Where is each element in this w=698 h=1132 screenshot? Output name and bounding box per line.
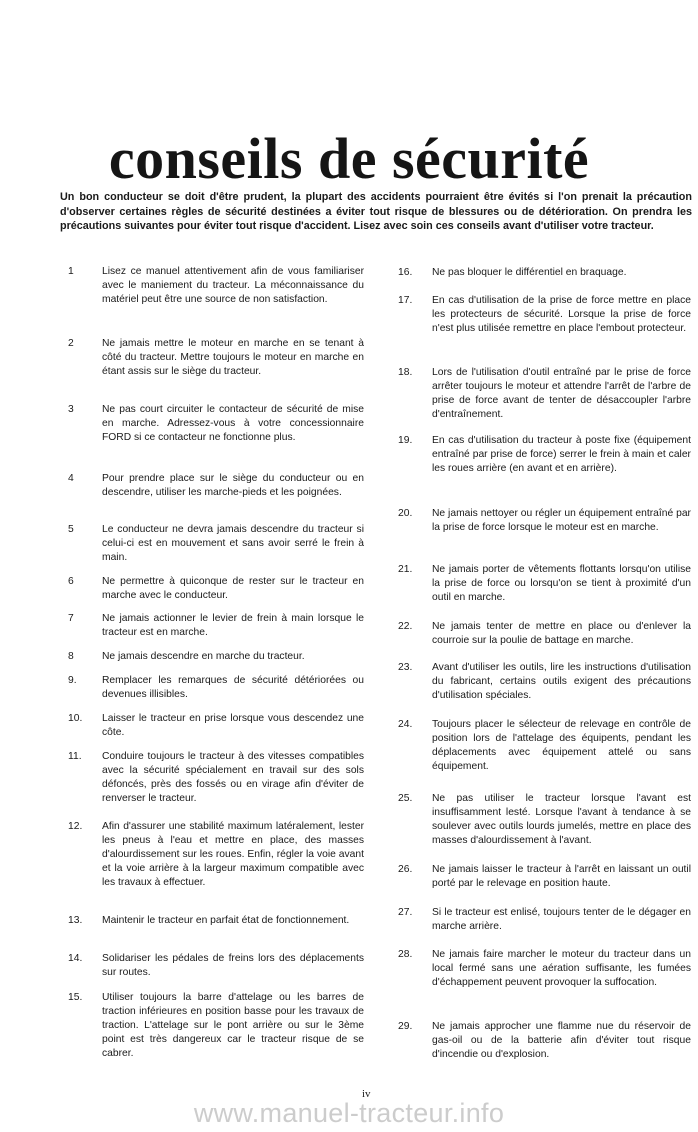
item-number: 15. [68, 992, 83, 1003]
item-text: Toujours placer le sélecteur de relevage en contrôle de position lors de l'attelage des équipents, pendant les déplacements avec équipement attelé ou sans équipement. [432, 719, 691, 772]
item-number: 17. [398, 295, 413, 306]
item-text: Laisser le tracteur en prise lorsque vous descendez une côte. [102, 713, 364, 738]
item-number: 8 [68, 651, 74, 662]
item-text: Ne pas court circuiter le contacteur de sécurité de mise en marche. Adressez-vous à votre concessionnaire FORD si ce contacteur ne fonctionne plus. [102, 404, 364, 443]
item-text: Si le tracteur est enlisé, toujours tenter de le dégager en marche arrière. [432, 907, 691, 932]
item-number: 14. [68, 953, 83, 964]
item-number: 5 [68, 524, 74, 535]
item-text: Afin d'assurer une stabilité maximum latéralement, lester les pneus à l'eau et mettre en place, des masses d'alourdissement sur les roues. Enfin, régler la voie avant et la voie arrière à la largeur maximum compatible avec les travaux à effectuer. [102, 821, 364, 888]
item-text: Ne pas bloquer le différentiel en braquage. [432, 267, 627, 278]
item-number: 9. [68, 675, 77, 686]
item-text: Conduire toujours le tracteur à des vitesses compatibles avec la sécurité spécialement en travail sur des sols défoncés, près des fossés ou en virage afin d'éviter de renverser le tracteur. [102, 751, 364, 804]
item-text: Pour prendre place sur le siège du conducteur ou en descendre, utiliser les marche-pieds et les poignées. [102, 473, 364, 498]
item-text: En cas d'utilisation du tracteur à poste fixe (équipement entraîné par prise de force) serrer le frein à main et caler les roues arrière (en avant et en arrière). [432, 435, 691, 474]
item-number: 28. [398, 949, 413, 960]
item-number: 4 [68, 473, 74, 484]
item-number: 3 [68, 404, 74, 415]
item-number: 7 [68, 613, 74, 624]
item-text: Ne jamais faire marcher le moteur du tracteur dans un local fermé sans une aération suffisante, les fumées d'échappement peuvent provoquer la suffocation. [432, 949, 691, 988]
item-text: Solidariser les pédales de freins lors des déplacements sur routes. [102, 953, 364, 978]
item-number: 2 [68, 338, 74, 349]
item-text: Ne jamais porter de vêtements flottants lorsqu'on utilise la prise de force ou lorsqu'on se tient à proximité d'un outil en marche. [432, 564, 691, 603]
item-number: 20. [398, 508, 413, 519]
page-title: conseils de sécurité [108, 126, 590, 191]
item-text: Ne jamais mettre le moteur en marche en se tenant à côté du tracteur. Mettre toujours le moteur en marche en étant assis sur le siège du tracteur. [102, 338, 364, 377]
item-number: 26. [398, 864, 413, 875]
item-text: Lisez ce manuel attentivement afin de vous familiariser avec le maniement du tracteur. La méconnaissance du matériel peut être une source de non satisfaction. [102, 266, 364, 305]
intro-paragraph: Un bon conducteur se doit d'être prudent, la plupart des accidents pourraient être évités si l'on prenait la précaution d'observer certaines règles de sécurité destinées a éviter tout risque de blessures ou de détérioration. On prendra les précautions suivantes pour éviter tout risque d'accident. Lisez avec soin ces conseils avant d'utiliser votre tracteur. [60, 191, 692, 233]
watermark: www.manuel-tracteur.info [193, 1098, 505, 1128]
item-number: 25. [398, 793, 413, 804]
item-text: Avant d'utiliser les outils, lire les instructions d'utilisation du fabricant, certains outils exigent des précautions d'utilisation spéciales. [432, 662, 691, 701]
item-number: 21. [398, 564, 413, 575]
item-text: Ne jamais descendre en marche du tracteur. [102, 651, 305, 662]
item-text: Ne jamais nettoyer ou régler un équipement entraîné par la prise de force lorsque le moteur est en marche. [432, 508, 691, 533]
item-number: 19. [398, 435, 413, 446]
item-number: 12. [68, 821, 83, 832]
item-text: Ne jamais tenter de mettre en place ou d'enlever la courroie sur la poulie de battage en marche. [432, 621, 691, 646]
item-number: 10. [68, 713, 83, 724]
item-text: Ne jamais approcher une flamme nue du réservoir de gas-oil ou de la batterie afin d'éviter tout risque d'incendie ou d'explosion. [432, 1021, 691, 1060]
item-number: 1 [68, 266, 74, 277]
item-text: Le conducteur ne devra jamais descendre du tracteur si celui-ci est en mouvement et sans avoir serré le frein à main. [102, 524, 364, 563]
item-text: Maintenir le tracteur en parfait état de fonctionnement. [102, 915, 350, 926]
item-text: Remplacer les remarques de sécurité détériorées ou devenues illisibles. [102, 675, 364, 700]
item-number: 22. [398, 621, 413, 632]
item-text: Utiliser toujours la barre d'attelage ou les barres de traction inférieures en position basse pour les travaux de traction. L'attelage sur le pont arrière ou sur le 3ème point est très dangereux car le tracteur risque de se cabrer. [102, 992, 364, 1059]
item-number: 18. [398, 367, 413, 378]
item-text: En cas d'utilisation de la prise de force mettre en place les protecteurs de sécurité. Lorsque la prise de force n'est plus utilisée remettre en place l'embout protecteur. [432, 295, 691, 334]
item-number: 24. [398, 719, 413, 730]
item-text: Ne jamais laisser le tracteur à l'arrêt en laissant un outil porté par le relevage en position haute. [432, 864, 691, 889]
item-text: Ne pas utiliser le tracteur lorsque l'avant est insuffisamment lesté. Lorsque l'avant à tendance à se soulever avec outils lourds jumelés, mettre en place des masses d'alourdissement à l'avant. [432, 793, 691, 846]
page-number: iv [362, 1088, 371, 1100]
item-text: Lors de l'utilisation d'outil entraîné par le prise de force arrêter toujours le moteur et attendre l'arrêt de l'arbre de prise de force avant de tenter de désaccoupler l'arbre d'entraînement. [432, 367, 691, 420]
item-number: 29. [398, 1021, 413, 1032]
item-number: 13. [68, 915, 83, 926]
item-number: 16. [398, 267, 413, 278]
item-text: Ne jamais actionner le levier de frein à main lorsque le tracteur est en marche. [102, 613, 364, 638]
item-number: 23. [398, 662, 413, 673]
item-number: 11. [68, 751, 82, 762]
item-number: 27. [398, 907, 413, 918]
item-number: 6 [68, 576, 74, 587]
item-text: Ne permettre à quiconque de rester sur le tracteur en marche avec le conducteur. [102, 576, 364, 601]
